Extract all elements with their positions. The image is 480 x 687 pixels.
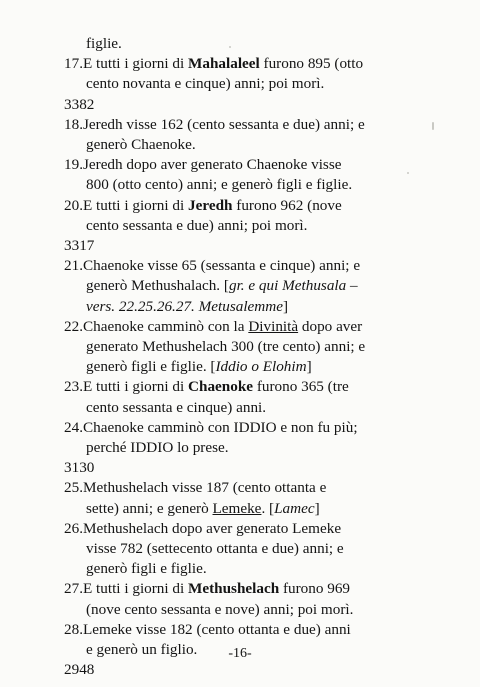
year-count <box>64 95 404 115</box>
verse-26-cont-2 <box>64 559 404 579</box>
text-span: figlie. <box>86 35 122 52</box>
paper-speck <box>407 172 409 174</box>
italic-note: Iddio o Elohim <box>215 358 307 376</box>
verse-17-cont <box>64 74 404 94</box>
verse-21-cont <box>64 276 404 296</box>
year-count <box>64 458 404 478</box>
verse-17 <box>64 54 404 74</box>
text-span: dopo aver <box>298 317 363 335</box>
text-span: 27.E tutti i giorni di <box>64 580 189 598</box>
text-span: 21.Chaenoke visse 65 (sessanta e cinque) anni; e <box>64 257 361 275</box>
text-span: generò figli e figlie. [ <box>86 358 216 376</box>
text-span: 800 (otto cento) anni; e generò figli e figlie. <box>86 176 353 194</box>
verse-26 <box>64 519 404 539</box>
text-span: e generò un figlio. <box>86 641 198 659</box>
text-span: 17.E tutti i giorni di <box>64 55 189 73</box>
page-number: -16- <box>228 646 252 661</box>
text-span: generò figli e figlie. <box>86 560 207 578</box>
bold-name: Chaenoke <box>188 378 254 396</box>
text-span: cento sessanta e due) anni; poi morì. <box>86 216 308 234</box>
verse-27 <box>64 579 404 599</box>
text-span: sette) anni; e generò <box>86 499 213 517</box>
text-span: 26.Methushelach dopo aver generato Lemeke <box>64 519 342 537</box>
text-span: generò Chaenoke. <box>86 136 196 154</box>
verse-24 <box>64 418 404 438</box>
text-span: 25.Methushelach visse 187 (cento ottanta e <box>64 479 327 497</box>
bold-name: Methushelach <box>188 580 280 598</box>
text-span: cento novanta e cinque) anni; poi morì. <box>86 75 325 93</box>
year-count <box>64 660 404 680</box>
text-span: generò Methushalach. [ <box>86 277 229 295</box>
text-span: 20.E tutti i giorni di <box>64 196 189 214</box>
text-span: . [ <box>261 499 275 517</box>
verse-22 <box>64 317 404 337</box>
verse-19-cont <box>64 175 404 195</box>
text-span: 23.E tutti i giorni di <box>64 378 189 396</box>
italic-note: vers. 22.25.26.27. Metusalemme <box>86 297 283 315</box>
verse-22-cont <box>64 337 404 357</box>
text-span: 3317 <box>64 237 95 255</box>
text-span: 3382 <box>64 95 95 113</box>
verse-24-cont <box>64 438 404 458</box>
bold-name: Jeredh <box>188 196 233 214</box>
text-span: ] <box>314 499 320 517</box>
italic-note: gr. e qui Methusala – <box>228 277 358 295</box>
verse-18-cont <box>64 135 404 155</box>
text-span: furono 365 (tre <box>253 378 349 396</box>
text-span: visse 782 (settecento ottanta e due) anni; e <box>86 540 344 558</box>
text-span: 24.Chaenoke camminò con IDDIO e non fu più; <box>64 418 358 436</box>
verse-20-cont <box>64 216 404 236</box>
verse-26-cont <box>64 539 404 559</box>
italic-note: Lamec <box>274 499 315 517</box>
line-1 <box>64 34 404 54</box>
verse-28 <box>64 620 404 640</box>
scripture-text <box>64 34 404 681</box>
bold-name: Mahalaleel <box>188 55 260 73</box>
verse-23 <box>64 377 404 397</box>
verse-18 <box>64 115 404 135</box>
verse-23-cont <box>64 398 404 418</box>
text-span: ] <box>282 297 289 315</box>
verse-20 <box>64 196 404 216</box>
paper-speck <box>432 122 434 130</box>
text-span: 22.Chaenoke camminò con la <box>64 317 249 335</box>
text-span: furono 895 (otto <box>259 55 364 73</box>
paper-speck <box>229 46 231 48</box>
underlined-word: Divinità <box>248 317 299 335</box>
text-span: cento sessanta e cinque) anni. <box>86 398 267 416</box>
underlined-word: Lemeke <box>212 499 262 517</box>
text-span: furono 969 <box>279 580 351 598</box>
text-span: 28.Lemeke visse 182 (cento ottanta e due) anni <box>64 620 351 638</box>
verse-25 <box>64 478 404 498</box>
year-count <box>64 236 404 256</box>
verse-25-cont <box>64 499 404 519</box>
verse-27-cont <box>64 600 404 620</box>
text-span: 18.Jeredh visse 162 (cento sessanta e due) anni; e <box>64 115 365 133</box>
text-span: ] <box>306 358 312 376</box>
verse-22-cont-2 <box>64 357 404 377</box>
text-span: (nove cento sessanta e nove) anni; poi morì. <box>86 600 354 618</box>
text-span: 19.Jeredh dopo aver generato Chaenoke visse <box>64 156 342 174</box>
text-span: perché IDDIO lo prese. <box>86 439 229 457</box>
text-span: 3130 <box>64 459 95 477</box>
text-span: furono 962 (nove <box>232 196 342 214</box>
text-span: 2948 <box>64 661 95 679</box>
verse-21-cont-2 <box>64 297 404 317</box>
text-span: generato Methushelach 300 (tre cento) anni; e <box>86 338 366 356</box>
verse-19 <box>64 155 404 175</box>
verse-21 <box>64 256 404 276</box>
